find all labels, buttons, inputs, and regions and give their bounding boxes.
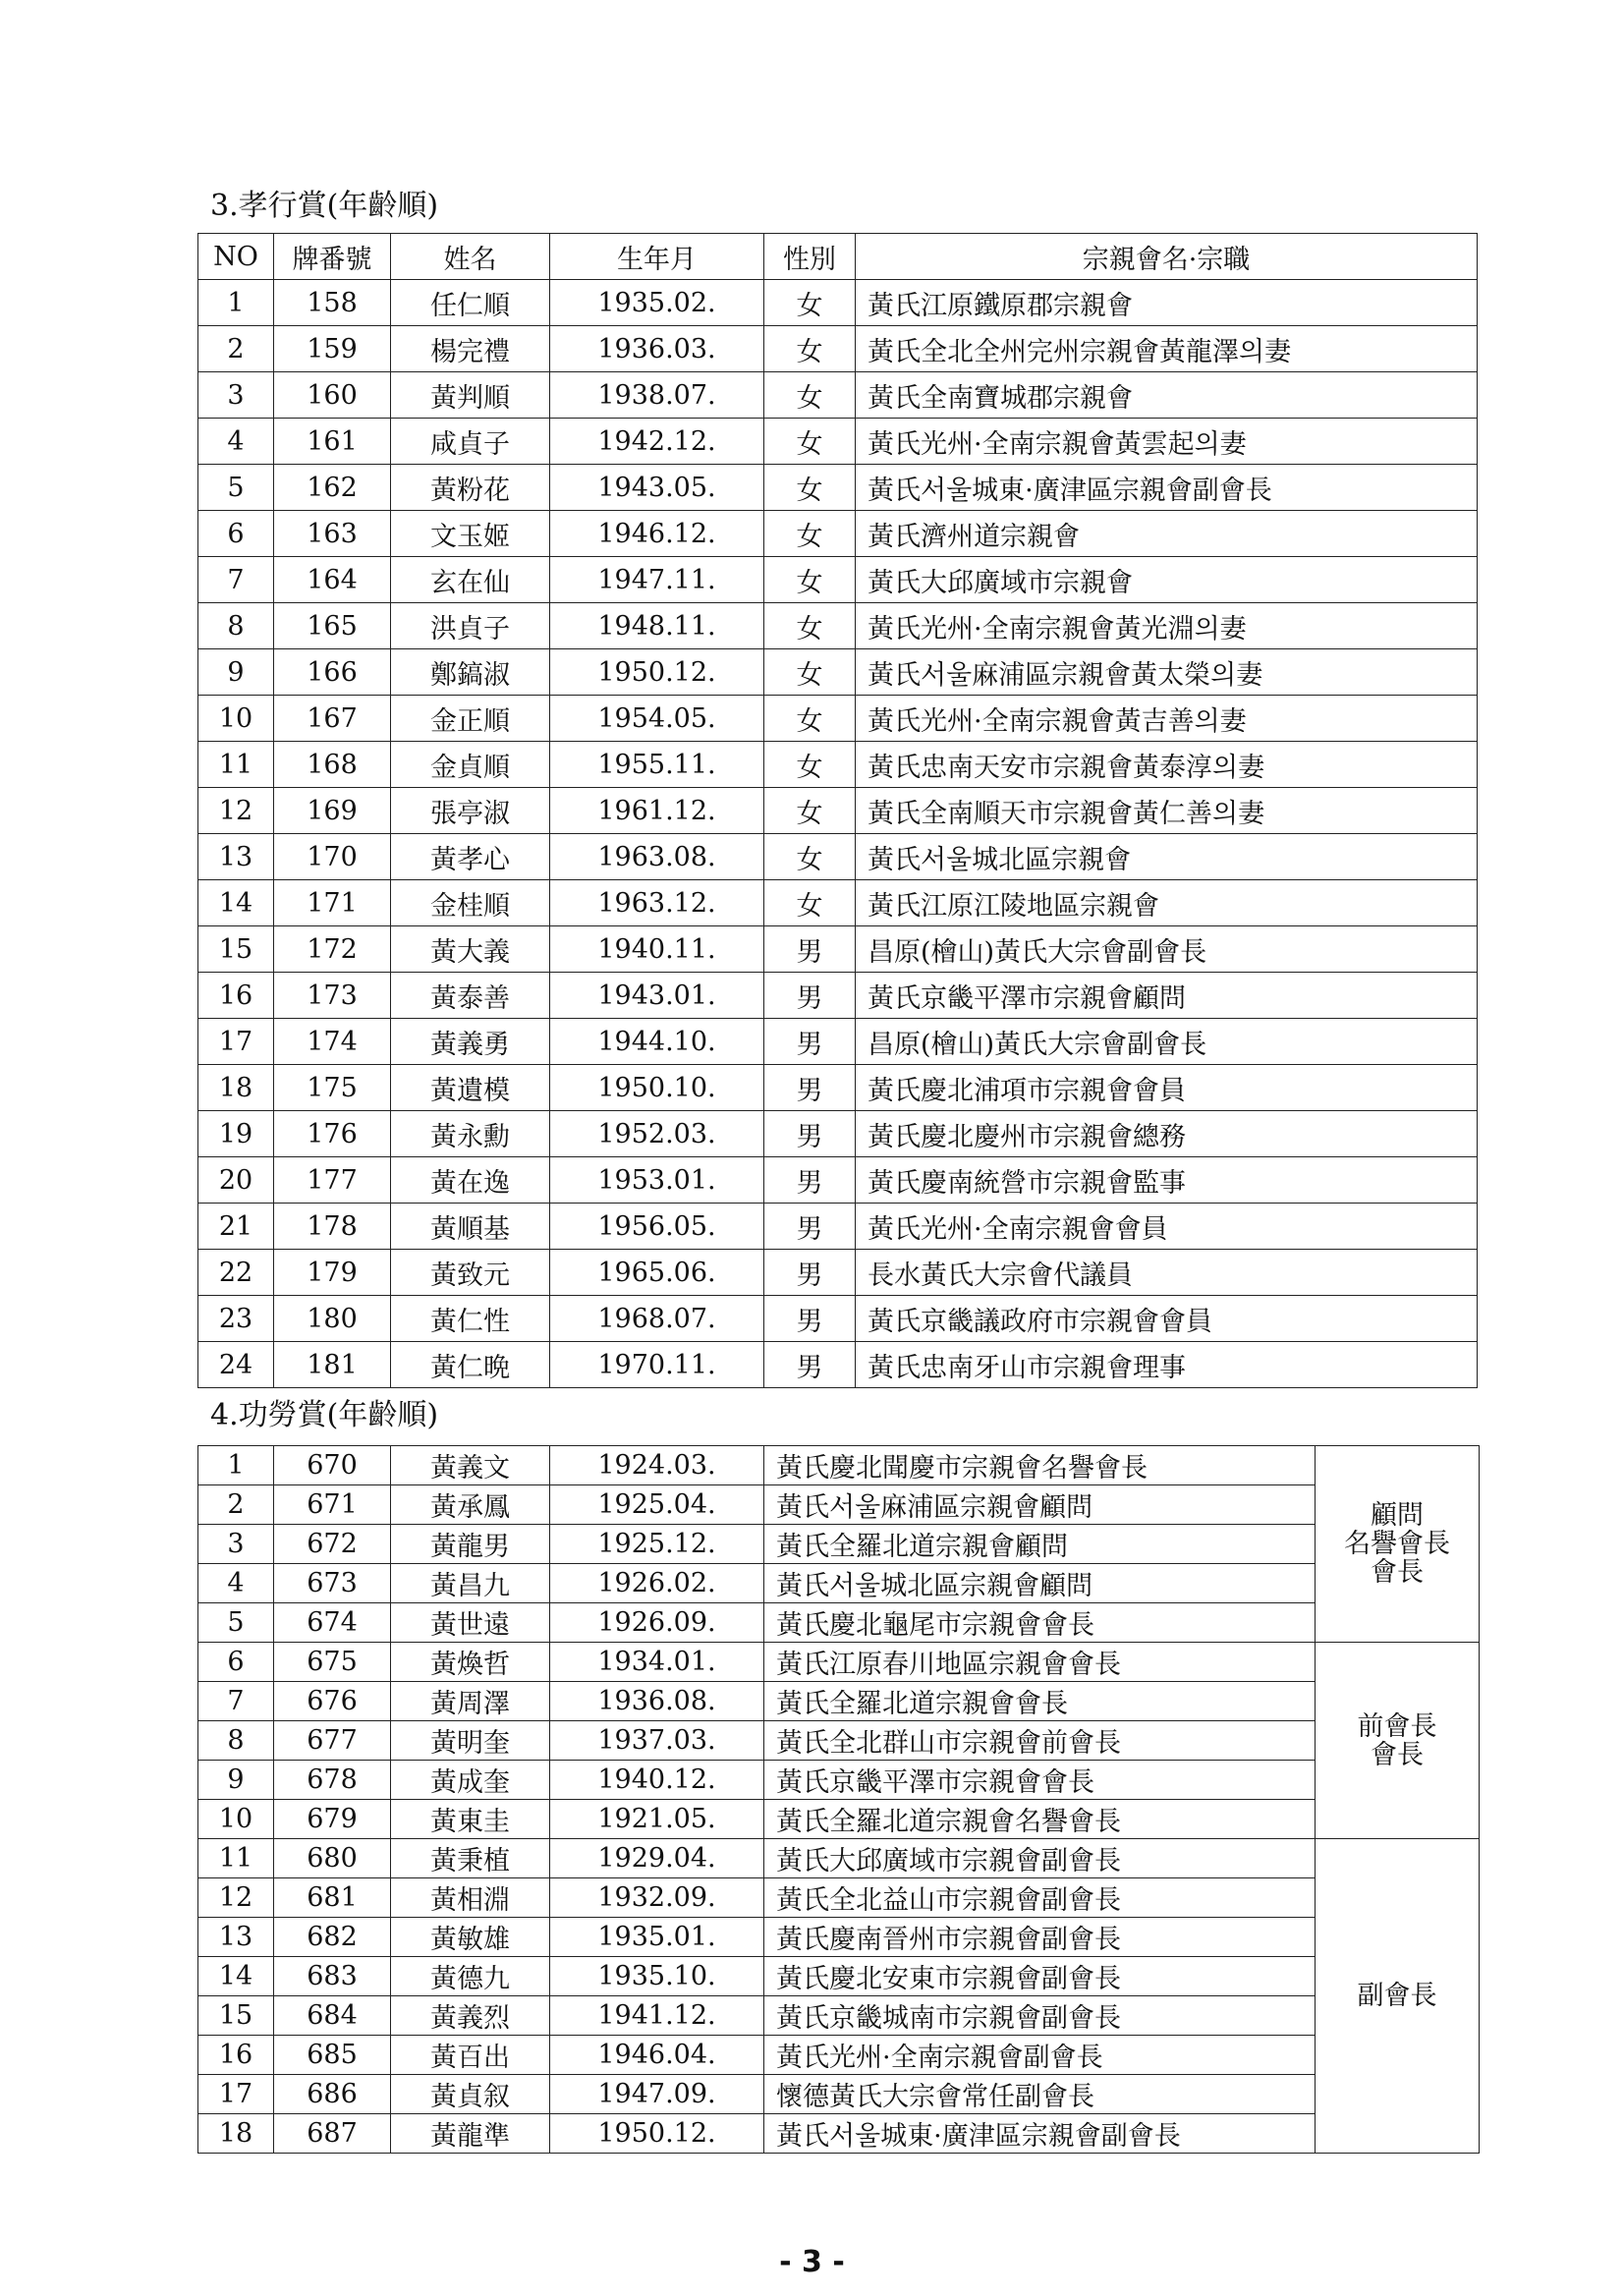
- table-cell: 1935.10.: [550, 1957, 764, 1996]
- table-cell: 21: [198, 1204, 274, 1250]
- table-cell: 黃明奎: [391, 1721, 550, 1761]
- table-cell: 18: [198, 2114, 274, 2154]
- table-cell: 金桂順: [391, 880, 550, 926]
- table-cell: 黃仁性: [391, 1296, 550, 1342]
- table-cell: 女: [764, 880, 856, 926]
- table-cell: 黃氏全羅北道宗親會會長: [764, 1682, 1316, 1721]
- table-row: [198, 511, 1478, 557]
- table-cell: 1941.12.: [550, 1996, 764, 2036]
- table-cell: 1947.09.: [550, 2075, 764, 2114]
- table-cell: 黃氏慶北聞慶市宗親會名譽會長: [764, 1446, 1316, 1485]
- table-cell: 黃世遠: [391, 1603, 550, 1643]
- table-cell: 682: [274, 1918, 391, 1957]
- table-cell: 鄭鎬淑: [391, 649, 550, 696]
- table-cell: 黃氏慶北浦項市宗親會會員: [856, 1065, 1478, 1111]
- table-cell: 687: [274, 2114, 391, 2154]
- table-cell: 163: [274, 511, 391, 557]
- table-cell: 165: [274, 603, 391, 649]
- table-cell: 黃氏忠南天安市宗親會黃泰淳의妻: [856, 742, 1478, 788]
- table-cell: 黃氏大邱廣域市宗親會: [856, 557, 1478, 603]
- position-group-label: 前會長: [1357, 1710, 1437, 1742]
- table-cell: 黃煥哲: [391, 1643, 550, 1682]
- table-cell: 166: [274, 649, 391, 696]
- table-cell: 女: [764, 649, 856, 696]
- table-row: [198, 834, 1478, 880]
- table-cell: 681: [274, 1878, 391, 1918]
- table-cell: 8: [198, 1721, 274, 1761]
- table-cell: 10: [198, 696, 274, 742]
- table-cell: 黃昌九: [391, 1564, 550, 1603]
- table-row: [198, 1761, 1480, 1800]
- table-row: [198, 696, 1478, 742]
- table-cell: 4: [198, 419, 274, 465]
- table-row: [198, 1682, 1480, 1721]
- table-header-row: [198, 234, 1478, 280]
- table-cell: 169: [274, 788, 391, 834]
- table-cell: 170: [274, 834, 391, 880]
- table-cell: 16: [198, 973, 274, 1019]
- table-cell: 1955.11.: [550, 742, 764, 788]
- section-3-title: 3.孝行賞(年齡順): [210, 189, 439, 223]
- table-cell: 黃遺模: [391, 1065, 550, 1111]
- table-cell: 男: [764, 1250, 856, 1296]
- table-cell: 咸貞子: [391, 419, 550, 465]
- table-cell: 161: [274, 419, 391, 465]
- table-cell: 1934.01.: [550, 1643, 764, 1682]
- table-cell: 黃氏大邱廣域市宗親會副會長: [764, 1839, 1316, 1878]
- table-cell: 671: [274, 1485, 391, 1525]
- table-cell: 7: [198, 1682, 274, 1721]
- table-cell: 1936.08.: [550, 1682, 764, 1721]
- table-row: [198, 788, 1478, 834]
- table-cell: 黃周澤: [391, 1682, 550, 1721]
- table-cell: 13: [198, 834, 274, 880]
- table-cell: 黃氏서울麻浦區宗親會顧問: [764, 1485, 1316, 1525]
- table-row: [198, 1878, 1480, 1918]
- table-cell: 677: [274, 1721, 391, 1761]
- table-cell: 1932.09.: [550, 1878, 764, 1918]
- table-cell: 678: [274, 1761, 391, 1800]
- table-cell: 158: [274, 280, 391, 326]
- table-row: [198, 1918, 1480, 1957]
- table-cell: 黃氏光州·全南宗親會黃雲起의妻: [856, 419, 1478, 465]
- table-cell: 黃氏江原江陵地區宗親會: [856, 880, 1478, 926]
- table-cell: 女: [764, 788, 856, 834]
- table-cell: 懷德黃氏大宗會常任副會長: [764, 2075, 1316, 2114]
- table-cell: 黃氏서울麻浦區宗親會黃太榮의妻: [856, 649, 1478, 696]
- table-cell: 黃氏光州·全南宗親會會員: [856, 1204, 1478, 1250]
- table-cell: 7: [198, 557, 274, 603]
- table-cell: 1943.05.: [550, 465, 764, 511]
- table-cell: 676: [274, 1682, 391, 1721]
- table-cell: 黃氏서울城東·廣津區宗親會副會長: [856, 465, 1478, 511]
- table-cell: 5: [198, 465, 274, 511]
- table-cell: 1935.02.: [550, 280, 764, 326]
- merit-award-table: [197, 1445, 1480, 2154]
- table-cell: 黃龍準: [391, 2114, 550, 2154]
- table-cell: 1952.03.: [550, 1111, 764, 1157]
- table-cell: 14: [198, 880, 274, 926]
- table-cell: 177: [274, 1157, 391, 1204]
- table-row: [198, 1643, 1480, 1682]
- table-row: [198, 973, 1478, 1019]
- table-row: [198, 649, 1478, 696]
- table-cell: 黃氏全北全州完州宗親會黃龍澤의妻: [856, 326, 1478, 372]
- table-cell: 黃仁晩: [391, 1342, 550, 1388]
- table-row: [198, 1485, 1480, 1525]
- table-cell: 黃氏光州·全南宗親會黃吉善의妻: [856, 696, 1478, 742]
- table-cell: 女: [764, 326, 856, 372]
- table-cell: 17: [198, 1019, 274, 1065]
- table-cell: 6: [198, 511, 274, 557]
- table-cell: 黃氏光州·全南宗親會副會長: [764, 2036, 1316, 2075]
- table-cell: 男: [764, 973, 856, 1019]
- page-number: - 3 -: [779, 2245, 845, 2279]
- table-cell: 黃氏慶北安東市宗親會副會長: [764, 1957, 1316, 1996]
- table-cell: 673: [274, 1564, 391, 1603]
- table-cell: 15: [198, 1996, 274, 2036]
- table-cell: 1926.09.: [550, 1603, 764, 1643]
- table-row: [198, 1111, 1478, 1157]
- table-cell: 675: [274, 1643, 391, 1682]
- table-row: [198, 1839, 1480, 1878]
- table-cell: 黃氏慶北龜尾市宗親會會長: [764, 1603, 1316, 1643]
- table-cell: 1946.04.: [550, 2036, 764, 2075]
- table-cell: 文玉姬: [391, 511, 550, 557]
- table-cell: 黃氏서울城北區宗親會顧問: [764, 1564, 1316, 1603]
- table-cell: 1950.10.: [550, 1065, 764, 1111]
- table-cell: 4: [198, 1564, 274, 1603]
- table-cell: 176: [274, 1111, 391, 1157]
- table-cell: 黃氏서울城北區宗親會: [856, 834, 1478, 880]
- table-cell: 13: [198, 1918, 274, 1957]
- table-cell: 黃氏慶南晉州市宗親會副會長: [764, 1918, 1316, 1957]
- table-cell: 1950.12.: [550, 2114, 764, 2154]
- table-cell: 18: [198, 1065, 274, 1111]
- table-cell: 1944.10.: [550, 1019, 764, 1065]
- table-row: [198, 1957, 1480, 1996]
- table-row: [198, 742, 1478, 788]
- table-cell: 黃成奎: [391, 1761, 550, 1800]
- table-cell: 女: [764, 280, 856, 326]
- table-cell: 黃百出: [391, 2036, 550, 2075]
- table-row: [198, 372, 1478, 419]
- table-row: [198, 1564, 1480, 1603]
- table-cell: 黃相淵: [391, 1878, 550, 1918]
- table-cell: 1963.08.: [550, 834, 764, 880]
- table-cell: 164: [274, 557, 391, 603]
- table-cell: 679: [274, 1800, 391, 1839]
- table-cell: 女: [764, 603, 856, 649]
- table-row: [198, 557, 1478, 603]
- table-cell: 1950.12.: [550, 649, 764, 696]
- table-cell: 685: [274, 2036, 391, 2075]
- table-cell: 1968.07.: [550, 1296, 764, 1342]
- table-cell: 黃氏全南寶城郡宗親會: [856, 372, 1478, 419]
- table-cell: 8: [198, 603, 274, 649]
- table-cell: 179: [274, 1250, 391, 1296]
- table-cell: 11: [198, 1839, 274, 1878]
- table-cell: 9: [198, 1761, 274, 1800]
- table-cell: 9: [198, 649, 274, 696]
- table-row: [198, 603, 1478, 649]
- table-cell: 6: [198, 1643, 274, 1682]
- position-group-cell: [1316, 1643, 1480, 1839]
- position-group-label: 名譽會長: [1344, 1529, 1450, 1559]
- table-cell: 674: [274, 1603, 391, 1643]
- table-cell: 黃氏京畿平澤市宗親會會長: [764, 1761, 1316, 1800]
- table-row: [198, 1250, 1478, 1296]
- table-cell: 171: [274, 880, 391, 926]
- table-cell: 686: [274, 2075, 391, 2114]
- table-cell: 黃氏全羅北道宗親會名譽會長: [764, 1800, 1316, 1839]
- table-cell: 黃氏서울城東·廣津區宗親會副會長: [764, 2114, 1316, 2154]
- table-cell: 684: [274, 1996, 391, 2036]
- table-cell: 1921.05.: [550, 1800, 764, 1839]
- table-cell: 黃氏濟州道宗親會: [856, 511, 1478, 557]
- table-cell: 1963.12.: [550, 880, 764, 926]
- table-cell: 黃粉花: [391, 465, 550, 511]
- table-cell: 16: [198, 2036, 274, 2075]
- table-cell: 女: [764, 465, 856, 511]
- table-cell: 174: [274, 1019, 391, 1065]
- position-group-label: 會長: [1371, 1557, 1424, 1588]
- table-cell: 1942.12.: [550, 419, 764, 465]
- table-cell: 男: [764, 1019, 856, 1065]
- table-cell: 12: [198, 1878, 274, 1918]
- position-group-label: 顧問: [1371, 1500, 1424, 1531]
- table-row: [198, 1204, 1478, 1250]
- table-cell: 女: [764, 511, 856, 557]
- table-cell: 張亭淑: [391, 788, 550, 834]
- table-cell: 12: [198, 788, 274, 834]
- table-cell: 24: [198, 1342, 274, 1388]
- table-cell: 黃氏江原鐵原郡宗親會: [856, 280, 1478, 326]
- table-cell: 昌原(檜山)黃氏大宗會副會長: [856, 1019, 1478, 1065]
- table-row: [198, 1525, 1480, 1564]
- table-cell: 181: [274, 1342, 391, 1388]
- table-cell: 黃大義: [391, 926, 550, 973]
- table-cell: 黃氏慶北慶州市宗親會總務: [856, 1111, 1478, 1157]
- table-cell: 黃氏京畿議政府市宗親會會員: [856, 1296, 1478, 1342]
- table-cell: 黃氏全北群山市宗親會前會長: [764, 1721, 1316, 1761]
- table-cell: 5: [198, 1603, 274, 1643]
- table-cell: 黃判順: [391, 372, 550, 419]
- column-header: NO: [198, 234, 274, 280]
- table-row: [198, 880, 1478, 926]
- table-cell: 女: [764, 419, 856, 465]
- column-header: 生年月: [550, 234, 764, 280]
- table-cell: 黃氏光州·全南宗親會黃光淵의妻: [856, 603, 1478, 649]
- table-cell: 167: [274, 696, 391, 742]
- table-cell: 1946.12.: [550, 511, 764, 557]
- table-cell: 1970.11.: [550, 1342, 764, 1388]
- table-cell: 金貞順: [391, 742, 550, 788]
- table-row: [198, 1019, 1478, 1065]
- table-cell: 670: [274, 1446, 391, 1485]
- column-header: 牌番號: [274, 234, 391, 280]
- table-row: [198, 1065, 1478, 1111]
- table-cell: 黃龍男: [391, 1525, 550, 1564]
- table-cell: 女: [764, 834, 856, 880]
- table-cell: 1: [198, 280, 274, 326]
- table-cell: 19: [198, 1111, 274, 1157]
- table-cell: 178: [274, 1204, 391, 1250]
- table-row: [198, 1446, 1480, 1485]
- table-cell: 1943.01.: [550, 973, 764, 1019]
- table-cell: 黃順基: [391, 1204, 550, 1250]
- table-cell: 23: [198, 1296, 274, 1342]
- table-cell: 黃氏全羅北道宗親會顧問: [764, 1525, 1316, 1564]
- table-cell: 黃在逸: [391, 1157, 550, 1204]
- table-cell: 金正順: [391, 696, 550, 742]
- table-cell: 22: [198, 1250, 274, 1296]
- table-cell: 男: [764, 1157, 856, 1204]
- position-group-label: 副會長: [1357, 1981, 1437, 2011]
- table-cell: 1954.05.: [550, 696, 764, 742]
- table-row: [198, 2036, 1480, 2075]
- table-row: [198, 1296, 1478, 1342]
- table-cell: 683: [274, 1957, 391, 1996]
- table-cell: 172: [274, 926, 391, 973]
- table-cell: 黃氏忠南牙山市宗親會理事: [856, 1342, 1478, 1388]
- table-cell: 楊完禮: [391, 326, 550, 372]
- table-cell: 1929.04.: [550, 1839, 764, 1878]
- table-cell: 男: [764, 926, 856, 973]
- table-cell: 168: [274, 742, 391, 788]
- table-cell: 14: [198, 1957, 274, 1996]
- table-cell: 黃義烈: [391, 1996, 550, 2036]
- filial-award-table: [197, 233, 1478, 1388]
- table-row: [198, 1342, 1478, 1388]
- table-cell: 長水黃氏大宗會代議員: [856, 1250, 1478, 1296]
- table-cell: 680: [274, 1839, 391, 1878]
- table-cell: 10: [198, 1800, 274, 1839]
- table-cell: 昌原(檜山)黃氏大宗會副會長: [856, 926, 1478, 973]
- table-row: [198, 926, 1478, 973]
- section-4-title: 4.功勞賞(年齡順): [210, 1398, 439, 1432]
- table-cell: 1953.01.: [550, 1157, 764, 1204]
- position-group-cell: [1316, 1446, 1480, 1643]
- table-cell: 1940.11.: [550, 926, 764, 973]
- table-cell: 黃致元: [391, 1250, 550, 1296]
- table-cell: 黃承鳳: [391, 1485, 550, 1525]
- table-cell: 1: [198, 1446, 274, 1485]
- table-cell: 672: [274, 1525, 391, 1564]
- table-cell: 黃氏慶南統營市宗親會監事: [856, 1157, 1478, 1204]
- table-cell: 玄在仙: [391, 557, 550, 603]
- table-row: [198, 280, 1478, 326]
- table-cell: 1926.02.: [550, 1564, 764, 1603]
- table-cell: 180: [274, 1296, 391, 1342]
- table-cell: 黃泰善: [391, 973, 550, 1019]
- table-cell: 1948.11.: [550, 603, 764, 649]
- column-header: 性別: [764, 234, 856, 280]
- position-group-cell: [1316, 1839, 1480, 2154]
- table-cell: 1965.06.: [550, 1250, 764, 1296]
- table-cell: 15: [198, 926, 274, 973]
- table-cell: 黃貞叙: [391, 2075, 550, 2114]
- table-row: [198, 1157, 1478, 1204]
- table-cell: 1938.07.: [550, 372, 764, 419]
- table-cell: 黃氏京畿城南市宗親會副會長: [764, 1996, 1316, 2036]
- table-cell: 黃孝心: [391, 834, 550, 880]
- table-row: [198, 1800, 1480, 1839]
- table-row: [198, 2075, 1480, 2114]
- table-cell: 2: [198, 326, 274, 372]
- table-cell: 17: [198, 2075, 274, 2114]
- table-cell: 女: [764, 557, 856, 603]
- table-cell: 黃氏江原春川地區宗親會會長: [764, 1643, 1316, 1682]
- table-cell: 黃永勳: [391, 1111, 550, 1157]
- table-row: [198, 1721, 1480, 1761]
- table-cell: 黃義勇: [391, 1019, 550, 1065]
- table-cell: 男: [764, 1111, 856, 1157]
- table-cell: 3: [198, 1525, 274, 1564]
- table-cell: 黃氏全北益山市宗親會副會長: [764, 1878, 1316, 1918]
- table-cell: 黃義文: [391, 1446, 550, 1485]
- table-cell: 黃氏全南順天市宗親會黃仁善의妻: [856, 788, 1478, 834]
- table-cell: 黃秉植: [391, 1839, 550, 1878]
- table-cell: 黃敏雄: [391, 1918, 550, 1957]
- table-cell: 1924.03.: [550, 1446, 764, 1485]
- table-cell: 173: [274, 973, 391, 1019]
- table-cell: 11: [198, 742, 274, 788]
- column-header: 姓名: [391, 234, 550, 280]
- table-cell: 160: [274, 372, 391, 419]
- table-cell: 1947.11.: [550, 557, 764, 603]
- table-cell: 男: [764, 1065, 856, 1111]
- table-cell: 男: [764, 1296, 856, 1342]
- table-row: [198, 1996, 1480, 2036]
- table-cell: 2: [198, 1485, 274, 1525]
- position-group-label: 會長: [1371, 1739, 1424, 1770]
- table-cell: 洪貞子: [391, 603, 550, 649]
- table-cell: 女: [764, 696, 856, 742]
- table-cell: 1961.12.: [550, 788, 764, 834]
- table-cell: 黃德九: [391, 1957, 550, 1996]
- table-cell: 任仁順: [391, 280, 550, 326]
- column-header: 宗親會名·宗職: [856, 234, 1478, 280]
- table-cell: 159: [274, 326, 391, 372]
- table-cell: 1956.05.: [550, 1204, 764, 1250]
- table-cell: 男: [764, 1204, 856, 1250]
- table-cell: 1937.03.: [550, 1721, 764, 1761]
- table-cell: 1940.12.: [550, 1761, 764, 1800]
- table-cell: 1925.04.: [550, 1485, 764, 1525]
- table-cell: 女: [764, 742, 856, 788]
- table-row: [198, 419, 1478, 465]
- table-cell: 1925.12.: [550, 1525, 764, 1564]
- table-cell: 20: [198, 1157, 274, 1204]
- table-cell: 黃氏京畿平澤市宗親會顧問: [856, 973, 1478, 1019]
- table-cell: 175: [274, 1065, 391, 1111]
- table-cell: 男: [764, 1342, 856, 1388]
- table-cell: 女: [764, 372, 856, 419]
- table-row: [198, 2114, 1480, 2154]
- table-cell: 162: [274, 465, 391, 511]
- table-row: [198, 1603, 1480, 1643]
- table-cell: 3: [198, 372, 274, 419]
- table-row: [198, 465, 1478, 511]
- table-cell: 黃東圭: [391, 1800, 550, 1839]
- table-cell: 1935.01.: [550, 1918, 764, 1957]
- table-row: [198, 326, 1478, 372]
- table-cell: 1936.03.: [550, 326, 764, 372]
